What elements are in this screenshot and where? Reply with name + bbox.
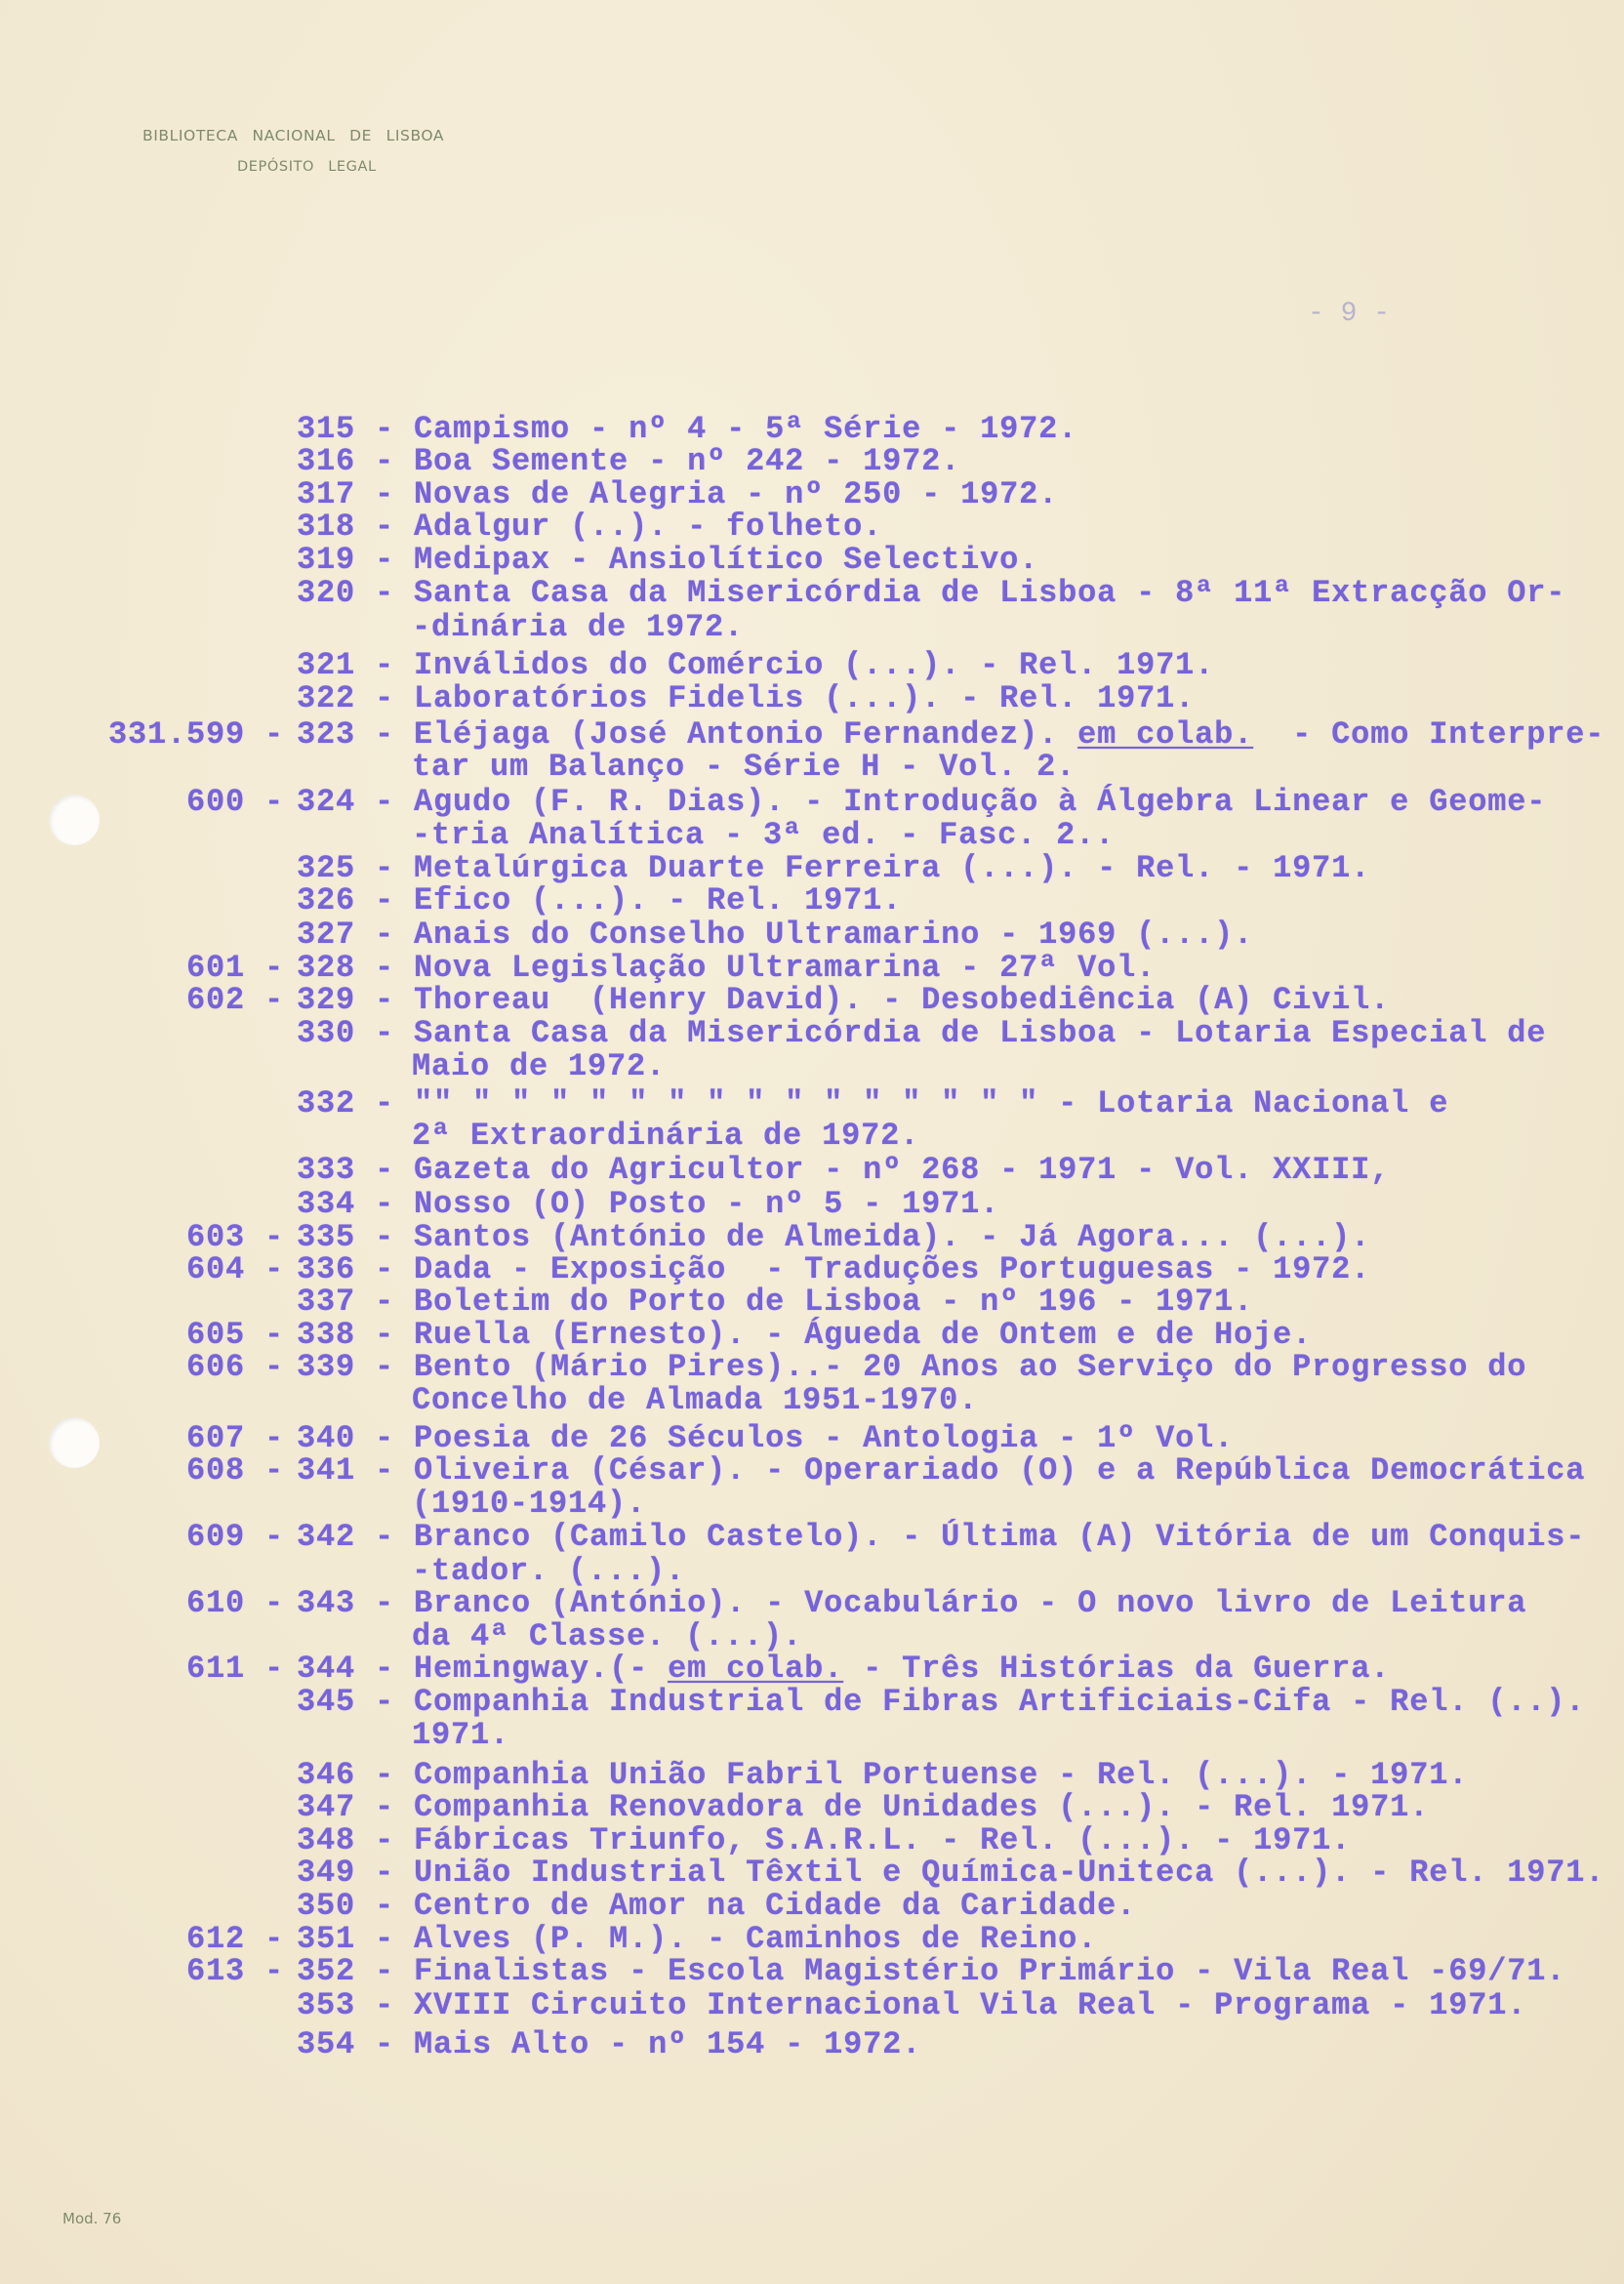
- entry-text: Medipax - Ansiolítico Selectivo.: [414, 542, 1039, 578]
- entry-dash: -: [355, 647, 415, 683]
- entry-text: Novas de Alegria - nº 250 - 1972.: [414, 476, 1059, 512]
- entry-dash: -: [355, 1085, 415, 1122]
- entry-number: 321: [297, 647, 356, 683]
- entry-body: [297, 1520, 1585, 1555]
- letterhead-institution: BIBLIOTECA NACIONAL DE LISBOA: [142, 127, 445, 144]
- entry-text: Branco (António). - Vocabulário - O novo livro de Leitura: [414, 1585, 1527, 1621]
- entry-continuation-text: -dinária de 1972.: [412, 609, 745, 645]
- entry-body: [297, 1758, 1468, 1793]
- entry-number: 349: [297, 1855, 356, 1891]
- page-number: - 9 -: [1308, 299, 1391, 329]
- entry-text: Gazeta do Agricultor - nº 268 - 1971 - Vol. XXIII,: [414, 1152, 1391, 1188]
- entry-continuation-text: (1910-1914).: [412, 1486, 647, 1522]
- entry-number: 334: [297, 1186, 356, 1222]
- entry-body: [297, 412, 1077, 447]
- entry-dash: -: [355, 443, 415, 479]
- entry-dash: -: [355, 1651, 415, 1687]
- entry-text: Thoreau (Henry David). - Desobediência (A) Civil.: [414, 982, 1391, 1018]
- entry-text: Nosso (O) Posto - nº 5 - 1971.: [414, 1186, 1000, 1222]
- entry-continuation-text: 2ª Extraordinária de 1972.: [412, 1118, 920, 1154]
- classification-number: 600 -: [185, 784, 284, 820]
- entry-number: 325: [297, 850, 356, 886]
- entry-number: 330: [297, 1015, 356, 1051]
- entry-dash: -: [355, 1789, 415, 1825]
- entry-text: Finalistas - Escola Magistério Primário - Vila Real -69/71.: [414, 1953, 1566, 1989]
- entry-dash: -: [355, 1186, 415, 1222]
- entry-number: 319: [297, 542, 356, 578]
- entry-dash: -: [355, 917, 415, 953]
- entry-dash: -: [355, 1152, 415, 1188]
- entry-number: 340: [297, 1420, 356, 1456]
- entry-text: Alves (P. M.). - Caminhos de Reino.: [414, 1921, 1098, 1957]
- entry-body: [297, 1086, 1448, 1122]
- entry-body: [297, 1318, 1312, 1353]
- entry-body: [297, 1285, 1253, 1320]
- entry-dash: -: [355, 1251, 415, 1287]
- entry-number: 315: [297, 411, 356, 447]
- entry-dash: -: [355, 1585, 415, 1621]
- entry-number: 346: [297, 1757, 356, 1793]
- entry-number: 327: [297, 917, 356, 953]
- classification-number: 603 -: [185, 1219, 284, 1255]
- classification-number: 604 -: [185, 1251, 284, 1287]
- entry-body: [297, 1823, 1351, 1858]
- entry-dash: -: [355, 1855, 415, 1891]
- entry-body: [297, 477, 1058, 512]
- classification-number: 602 -: [185, 982, 284, 1018]
- entry-continuation-text: -tador. (...).: [412, 1553, 686, 1589]
- entry-continuation-text: 1971.: [412, 1717, 510, 1753]
- entry-text: Oliveira (César). - Operariado (O) e a República Democrática: [414, 1452, 1586, 1489]
- entry-number: 317: [297, 476, 356, 512]
- entry-text: Bento (Mário Pires)..- 20 Anos ao Serviço do Progresso do: [414, 1349, 1527, 1385]
- entry-text: Ruella (Ernesto). - Águeda de Ontem e de Hoje.: [414, 1317, 1313, 1353]
- entry-number: 332: [297, 1085, 356, 1122]
- entry-body: [297, 1350, 1526, 1385]
- letterhead-department: DEPÓSITO LEGAL: [237, 159, 377, 175]
- entry-number: 333: [297, 1152, 356, 1188]
- entry-dash: -: [355, 1219, 415, 1255]
- entry-dash: -: [355, 680, 415, 716]
- entry-text: Santa Casa da Misericórdia de Lisboa - Lotaria Especial de: [414, 1015, 1547, 1051]
- entry-dash: -: [355, 950, 415, 986]
- punch-hole: [49, 795, 100, 845]
- entry-body: [297, 951, 1156, 986]
- entry-number: 323: [297, 716, 356, 753]
- entry-number: 316: [297, 443, 356, 479]
- punch-hole: [49, 1417, 100, 1468]
- classification-number: 613 -: [185, 1953, 284, 1989]
- entry-text-after: - Três Histórias da Guerra.: [843, 1651, 1391, 1687]
- entry-number: 324: [297, 784, 356, 820]
- entry-text: Companhia União Fabril Portuense - Rel. (...). - 1971.: [414, 1757, 1469, 1793]
- entry-dash: -: [355, 850, 415, 886]
- entry-number: 341: [297, 1452, 356, 1489]
- classification-number: 601 -: [185, 950, 284, 986]
- entry-text: Boa Semente - nº 242 - 1972.: [414, 443, 961, 479]
- entry-body: [297, 1421, 1234, 1456]
- entry-body: [297, 2027, 921, 2062]
- entry-number: 318: [297, 509, 356, 545]
- entry-dash: -: [355, 982, 415, 1018]
- entry-body: [297, 851, 1370, 886]
- entry-dash: -: [355, 2026, 415, 2062]
- entry-number: 320: [297, 575, 356, 611]
- classification-number: 611 -: [185, 1651, 284, 1687]
- entry-continuation-text: tar um Balanço - Série H - Vol. 2.: [412, 749, 1076, 785]
- entry-dash: -: [355, 1757, 415, 1793]
- entry-body: [297, 648, 1214, 683]
- entry-continuation-text: da 4ª Classe. (...).: [412, 1618, 803, 1654]
- entry-body: [297, 1016, 1546, 1051]
- entry-number: 342: [297, 1519, 356, 1555]
- entry-text: Dada - Exposição - Traduções Portuguesas - 1972.: [414, 1251, 1371, 1287]
- entry-number: 329: [297, 982, 356, 1018]
- classification-number: 606 -: [185, 1349, 284, 1385]
- entry-body: [297, 510, 882, 545]
- entry-text: Fábricas Triunfo, S.A.R.L. - Rel. (...). - 1971.: [414, 1822, 1352, 1858]
- entry-number: 350: [297, 1888, 356, 1924]
- entry-dash: -: [355, 1684, 415, 1720]
- entry-body: [297, 883, 902, 918]
- classification-number: 608 -: [185, 1452, 284, 1489]
- entry-dash: -: [355, 1452, 415, 1489]
- entry-dash: -: [355, 1953, 415, 1989]
- entry-text: Santa Casa da Misericórdia de Lisboa - 8ª 11ª Extracção Or-: [414, 575, 1566, 611]
- classification-number: 612 -: [185, 1921, 284, 1957]
- entry-continuation-text: -tria Analítica - 3ª ed. - Fasc. 2..: [412, 817, 1116, 853]
- entry-text: Efico (...). - Rel. 1971.: [414, 882, 903, 918]
- entry-text: Branco (Camilo Castelo). - Última (A) Vitória de um Conquis-: [414, 1519, 1586, 1555]
- form-number: Mod. 76: [62, 2210, 122, 2227]
- entry-number: 351: [297, 1921, 356, 1957]
- classification-number: 605 -: [185, 1317, 284, 1353]
- entry-number: 326: [297, 882, 356, 918]
- entry-text: Eléjaga (José Antonio Fernandez).: [414, 716, 1078, 753]
- entry-dash: -: [355, 716, 415, 753]
- entry-body: [297, 1453, 1585, 1489]
- entry-dash: -: [355, 784, 415, 820]
- classification-number: 609 -: [185, 1519, 284, 1555]
- entry-body: [297, 1685, 1585, 1720]
- entry-number: 354: [297, 2026, 356, 2062]
- entry-body: [297, 717, 1604, 753]
- classification-number: 607 -: [185, 1420, 284, 1456]
- entry-text: Adalgur (..). - folheto.: [414, 509, 883, 545]
- entry-text: Santos (António de Almeida). - Já Agora... (...).: [414, 1219, 1371, 1255]
- entry-body: [297, 1652, 1390, 1687]
- entry-body: [297, 1220, 1370, 1255]
- entry-number: 344: [297, 1651, 356, 1687]
- entry-continuation-text: Maio de 1972.: [412, 1048, 667, 1084]
- entry-body: [297, 576, 1565, 611]
- entry-body: [297, 1922, 1097, 1957]
- entry-body: [297, 681, 1195, 716]
- entry-text: Companhia Renovadora de Unidades (...). - Rel. 1971.: [414, 1789, 1430, 1825]
- entry-dash: -: [355, 1349, 415, 1385]
- entry-text: Agudo (F. R. Dias). - Introdução à Álgebra Linear e Geome-: [414, 784, 1547, 820]
- entry-dash: -: [355, 1987, 415, 2023]
- entry-text: Poesia de 26 Séculos - Antologia - 1º Vol.: [414, 1420, 1235, 1456]
- entry-body: [297, 918, 1253, 953]
- classification-number: 331.599 -: [107, 716, 284, 753]
- entry-dash: -: [355, 1284, 415, 1320]
- entry-text: Campismo - nº 4 - 5ª Série - 1972.: [414, 411, 1078, 447]
- entry-body: [297, 1856, 1604, 1891]
- entry-text: Hemingway.(-: [414, 1651, 669, 1687]
- entry-text: Inválidos do Comércio (...). - Rel. 1971.: [414, 647, 1215, 683]
- entry-number: 338: [297, 1317, 356, 1353]
- entry-dash: -: [355, 882, 415, 918]
- entry-dash: -: [355, 509, 415, 545]
- entry-dash: -: [355, 1888, 415, 1924]
- entry-dash: -: [355, 1822, 415, 1858]
- entry-body: [297, 1954, 1565, 1989]
- entry-text: Nova Legislação Ultramarina - 27ª Vol.: [414, 950, 1157, 986]
- entry-text: Metalúrgica Duarte Ferreira (...). - Rel. - 1971.: [414, 850, 1371, 886]
- entry-text: Companhia Industrial de Fibras Artificiais-Cifa - Rel. (..).: [414, 1684, 1586, 1720]
- entry-dash: -: [355, 476, 415, 512]
- entry-text: Laboratórios Fidelis (...). - Rel. 1971.: [414, 680, 1196, 716]
- entry-dash: -: [355, 1519, 415, 1555]
- entry-continuation-text: Concelho de Almada 1951-1970.: [412, 1382, 979, 1418]
- entry-text: "" " " " " " " " " " " " " " " " - Lotaria Nacional e: [414, 1085, 1449, 1122]
- underlined-note: em colab.: [1077, 716, 1254, 753]
- entry-body: [297, 1252, 1370, 1287]
- entry-number: 352: [297, 1953, 356, 1989]
- entry-body: [297, 785, 1546, 820]
- entry-body: [297, 1187, 999, 1222]
- entry-number: 328: [297, 950, 356, 986]
- entry-number: 348: [297, 1822, 356, 1858]
- entry-number: 335: [297, 1219, 356, 1255]
- underlined-note: em colab.: [668, 1651, 844, 1687]
- entry-body: [297, 1790, 1429, 1825]
- entry-number: 353: [297, 1987, 356, 2023]
- entry-text-after: - Como Interpre-: [1253, 716, 1605, 753]
- entry-number: 337: [297, 1284, 356, 1320]
- entry-body: [297, 1988, 1526, 2023]
- entry-dash: -: [355, 575, 415, 611]
- entry-dash: -: [355, 542, 415, 578]
- entry-body: [297, 1153, 1390, 1188]
- entry-number: 347: [297, 1789, 356, 1825]
- entry-text: XVIII Circuito Internacional Vila Real - Programa - 1971.: [414, 1987, 1527, 2023]
- entry-dash: -: [355, 1015, 415, 1051]
- entry-number: 345: [297, 1684, 356, 1720]
- entry-text: Mais Alto - nº 154 - 1972.: [414, 2026, 922, 2062]
- entry-dash: -: [355, 411, 415, 447]
- entry-body: [297, 444, 960, 479]
- classification-number: 610 -: [185, 1585, 284, 1621]
- entry-number: 339: [297, 1349, 356, 1385]
- entry-body: [297, 983, 1390, 1018]
- entry-number: 322: [297, 680, 356, 716]
- entry-dash: -: [355, 1921, 415, 1957]
- entry-body: [297, 543, 1038, 578]
- entry-body: [297, 1586, 1526, 1621]
- entry-number: 343: [297, 1585, 356, 1621]
- entry-text: União Industrial Têxtil e Química-Uniteca (...). - Rel. 1971.: [414, 1855, 1605, 1891]
- entry-number: 336: [297, 1251, 356, 1287]
- entry-text: Boletim do Porto de Lisboa - nº 196 - 1971.: [414, 1284, 1254, 1320]
- entry-text: Anais do Conselho Ultramarino - 1969 (...).: [414, 917, 1254, 953]
- entry-dash: -: [355, 1317, 415, 1353]
- entry-dash: -: [355, 1420, 415, 1456]
- entry-text: Centro de Amor na Cidade da Caridade.: [414, 1888, 1137, 1924]
- entry-body: [297, 1889, 1136, 1924]
